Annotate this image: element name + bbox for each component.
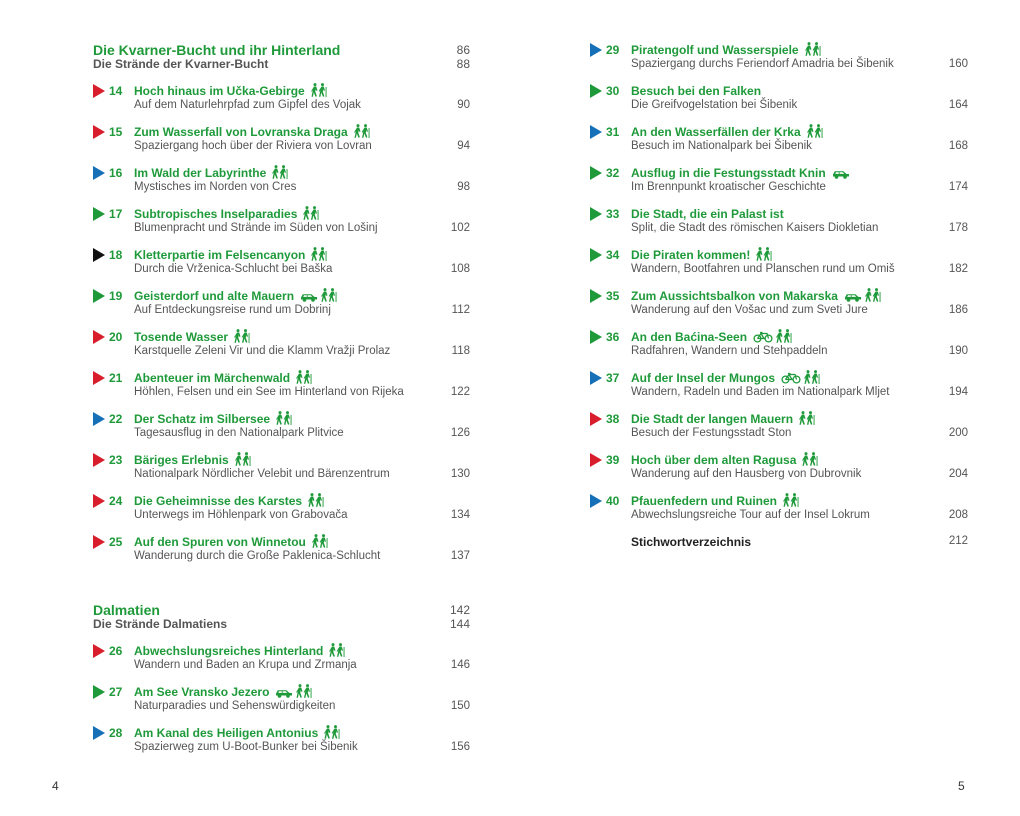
- triangle-marker-icon: [93, 726, 105, 740]
- entry-page-number: 112: [451, 304, 470, 316]
- entry-subtitle: Wandern, Radeln und Baden im Nationalpark Mljet: [631, 386, 890, 398]
- page-number-left: 4: [52, 779, 59, 793]
- entry-title-text: Geisterdorf und alte Mauern: [134, 289, 295, 303]
- entry-subtitle: Durch die Vrženica-Schlucht bei Baška: [134, 263, 333, 275]
- entry-page-number: 150: [450, 700, 470, 712]
- entry-title-text: Die Piraten kommen!: [631, 248, 751, 262]
- entry-page-number: 126: [450, 427, 470, 439]
- entry-page-number: 118: [451, 345, 470, 357]
- entry-page-number: 156: [450, 741, 470, 753]
- entry-subtitle: Tagesausflug in den Nationalpark Plitvice: [134, 427, 344, 439]
- entry-number: 15: [109, 125, 123, 139]
- entry-title-text: Abwechslungsreiches Hinterland: [134, 644, 324, 658]
- entry-page-number: 190: [948, 345, 968, 357]
- triangle-marker-icon: [93, 494, 105, 508]
- entry-page-number: 178: [948, 222, 968, 234]
- triangle-marker-icon: [590, 412, 602, 426]
- entry-title-text: Die Geheimnisse des Karstes: [134, 494, 303, 508]
- entry-page-number: 146: [450, 659, 470, 671]
- triangle-marker-icon: [93, 330, 105, 344]
- entry-subtitle: Split, die Stadt des römischen Kaisers Diokletian: [631, 222, 879, 234]
- section-subtitle: Die Strände Dalmatiens: [93, 617, 228, 631]
- entry-number: 40: [606, 494, 620, 508]
- entry-page-number: 174: [948, 181, 968, 193]
- entry-number: 37: [606, 371, 620, 385]
- entry-title-text: Tosende Wasser: [134, 330, 229, 344]
- entry-title-text: Besuch bei den Falken: [631, 84, 762, 98]
- entry-page-number: 130: [450, 468, 470, 480]
- entry-title-text: An den Baćina-Seen: [631, 330, 748, 344]
- entry-subtitle: Höhlen, Felsen und ein See im Hinterland von Rijeka: [134, 386, 404, 398]
- triangle-marker-icon: [93, 166, 105, 180]
- entry-page-number: 90: [457, 99, 470, 111]
- triangle-marker-icon: [590, 453, 602, 467]
- entry-number: 31: [606, 125, 620, 139]
- entry-title-text: Abenteuer im Märchenwald: [134, 371, 291, 385]
- section-page-number: 86: [456, 43, 470, 57]
- entry-title-text: Auf den Spuren von Winnetou: [134, 535, 306, 549]
- section-page-number: 142: [449, 603, 470, 617]
- triangle-marker-icon: [590, 166, 602, 180]
- entry-page-number: 160: [948, 58, 968, 70]
- entry-subtitle: Wanderung durch die Große Paklenica-Schlucht: [134, 550, 381, 562]
- entry-title-text: Am See Vransko Jezero: [134, 685, 270, 699]
- entry-number: 18: [109, 248, 123, 262]
- index-title: Stichwortverzeichnis: [631, 535, 752, 549]
- triangle-marker-icon: [93, 207, 105, 221]
- entry-page-number: 194: [948, 386, 968, 398]
- triangle-marker-icon: [93, 125, 105, 139]
- entry-number: 28: [109, 726, 123, 740]
- triangle-marker-icon: [590, 371, 602, 385]
- entry-page-number: 108: [450, 263, 470, 275]
- entry-title-text: Kletterpartie im Felsencanyon: [134, 248, 306, 262]
- entry-number: 19: [109, 289, 123, 303]
- entry-title-text: An den Wasserfällen der Krka: [631, 125, 801, 139]
- entry-page-number: 168: [948, 140, 968, 152]
- triangle-marker-icon: [590, 125, 602, 139]
- hiker-icon: [799, 411, 816, 429]
- triangle-marker-icon: [590, 84, 602, 98]
- entry-subtitle: Im Brennpunkt kroatischer Geschichte: [631, 181, 826, 193]
- section-title: Dalmatien: [93, 602, 160, 618]
- entry-number: 27: [109, 685, 123, 699]
- entry-subtitle: Wanderung auf den Hausberg von Dubrovnik: [631, 468, 862, 480]
- entry-number: 35: [606, 289, 620, 303]
- entry-subtitle: Unterwegs im Höhlenpark von Grabovača: [134, 509, 348, 521]
- entry-subtitle: Spazierweg zum U-Boot-Bunker bei Šibenik: [134, 741, 358, 753]
- entry-title-text: Die Stadt der langen Mauern: [631, 412, 794, 426]
- entry-number: 14: [109, 84, 123, 98]
- entry-subtitle: Wanderung auf den Vošac und zum Sveti Jure: [631, 304, 868, 316]
- entry-title-text: Ausflug in die Festungsstadt Knin: [631, 166, 826, 180]
- triangle-marker-icon: [590, 207, 602, 221]
- entry-page-number: 200: [948, 427, 968, 439]
- entry-subtitle: Radfahren, Wandern und Stehpaddeln: [631, 345, 828, 357]
- entry-title-text: Die Stadt, die ein Palast ist: [631, 207, 784, 221]
- entry-title[interactable]: [631, 83, 761, 99]
- entry-subtitle: Besuch der Festungsstadt Ston: [631, 427, 792, 439]
- triangle-marker-icon: [590, 289, 602, 303]
- entry-subtitle: Wandern, Bootfahren und Planschen rund um Omiš: [631, 263, 895, 275]
- triangle-marker-icon: [93, 685, 105, 699]
- entry-page-number: 102: [450, 222, 470, 234]
- entry-subtitle: Spaziergang durchs Feriendorf Amadria bei Šibenik: [631, 58, 894, 70]
- entry-page-number: 134: [450, 509, 470, 521]
- entry-page-number: 208: [948, 509, 968, 521]
- entry-number: 17: [109, 207, 123, 221]
- entry-subtitle: Spaziergang hoch über der Riviera von Lovran: [134, 140, 372, 152]
- entry-title-text: Bäriges Erlebnis: [134, 453, 229, 467]
- car-icon: [832, 167, 850, 183]
- entry-number: 23: [109, 453, 123, 467]
- triangle-marker-icon: [93, 84, 105, 98]
- entry-page-number: 204: [948, 468, 968, 480]
- entry-page-number: 94: [457, 140, 470, 152]
- triangle-marker-icon: [93, 644, 105, 658]
- entry-subtitle: Wandern und Baden an Krupa und Zrmanja: [134, 659, 357, 671]
- entry-subtitle: Blumenpracht und Strände im Süden von Lošinj: [134, 222, 378, 234]
- entry-number: 21: [109, 371, 123, 385]
- entry-number: 29: [606, 43, 620, 57]
- triangle-marker-icon: [93, 248, 105, 262]
- triangle-marker-icon: [590, 330, 602, 344]
- triangle-marker-icon: [93, 289, 105, 303]
- triangle-marker-icon: [93, 535, 105, 549]
- entry-page-number: 186: [948, 304, 968, 316]
- entry-title-text: Am Kanal des Heiligen Antonius: [134, 726, 319, 740]
- entry-number: 38: [606, 412, 620, 426]
- triangle-marker-icon: [93, 453, 105, 467]
- entry-subtitle: Mystisches im Norden von Cres: [134, 181, 297, 193]
- section-subtitle-page-number: 144: [449, 617, 470, 631]
- entry-title-text: Pfauenfedern und Ruinen: [631, 494, 778, 508]
- entry-number: 32: [606, 166, 620, 180]
- section-subtitle: Die Strände der Kvarner-Bucht: [93, 57, 269, 71]
- entry-page-number: 182: [948, 263, 968, 275]
- triangle-marker-icon: [93, 412, 105, 426]
- entry-subtitle: Auf Entdeckungsreise rund um Dobrinj: [134, 304, 331, 316]
- entry-number: 25: [109, 535, 123, 549]
- entry-page-number: 122: [450, 386, 470, 398]
- page-number-right: 5: [958, 779, 965, 793]
- entry-subtitle: Abwechslungsreiche Tour auf der Insel Lokrum: [631, 509, 870, 521]
- entry-subtitle: Karstquelle Zeleni Vir und die Klamm Vražji Prolaz: [134, 345, 391, 357]
- entry-title-text: Hoch über dem alten Ragusa: [631, 453, 797, 467]
- triangle-marker-icon: [590, 43, 602, 57]
- triangle-marker-icon: [93, 371, 105, 385]
- entry-title-text: Der Schatz im Silbersee: [134, 412, 271, 426]
- entry-page-number: 98: [457, 181, 470, 193]
- entry-subtitle: Auf dem Naturlehrpfad zum Gipfel des Vojak: [134, 99, 361, 111]
- triangle-marker-icon: [590, 494, 602, 508]
- entry-title-text: Subtropisches Inselparadies: [134, 207, 298, 221]
- entry-title-text: Zum Aussichtsbalkon von Makarska: [631, 289, 838, 303]
- entry-number: 34: [606, 248, 620, 262]
- index-page-number: 212: [948, 535, 968, 547]
- entry-title[interactable]: [631, 206, 784, 222]
- entry-title-text: Zum Wasserfall von Lovranska Draga: [134, 125, 348, 139]
- entry-title-text: Piratengolf und Wasserspiele: [631, 43, 799, 57]
- entry-title-text: Auf der Insel der Mungos: [631, 371, 776, 385]
- entry-number: 30: [606, 84, 620, 98]
- entry-number: 39: [606, 453, 620, 467]
- entry-number: 33: [606, 207, 620, 221]
- entry-number: 24: [109, 494, 123, 508]
- entry-number: 36: [606, 330, 620, 344]
- entry-subtitle: Naturparadies und Sehenswürdigkeiten: [134, 700, 336, 712]
- entry-subtitle: Die Greifvogelstation bei Šibenik: [631, 99, 798, 111]
- section-subtitle-page-number: 88: [456, 57, 470, 71]
- entry-subtitle: Nationalpark Nördlicher Velebit und Bärenzentrum: [134, 468, 390, 480]
- entry-number: 20: [109, 330, 123, 344]
- entry-subtitle: Besuch im Nationalpark bei Šibenik: [631, 140, 812, 152]
- section-title: Die Kvarner-Bucht und ihr Hinterland: [93, 42, 341, 58]
- triangle-marker-icon: [590, 248, 602, 262]
- entry-number: 16: [109, 166, 123, 180]
- entry-page-number: 164: [948, 99, 968, 111]
- entry-page-number: 137: [450, 550, 470, 562]
- entry-title-text: Hoch hinaus im Učka-Gebirge: [134, 84, 305, 98]
- entry-number: 26: [109, 644, 123, 658]
- entry-title-text: Im Wald der Labyrinthe: [134, 166, 267, 180]
- entry-number: 22: [109, 412, 123, 426]
